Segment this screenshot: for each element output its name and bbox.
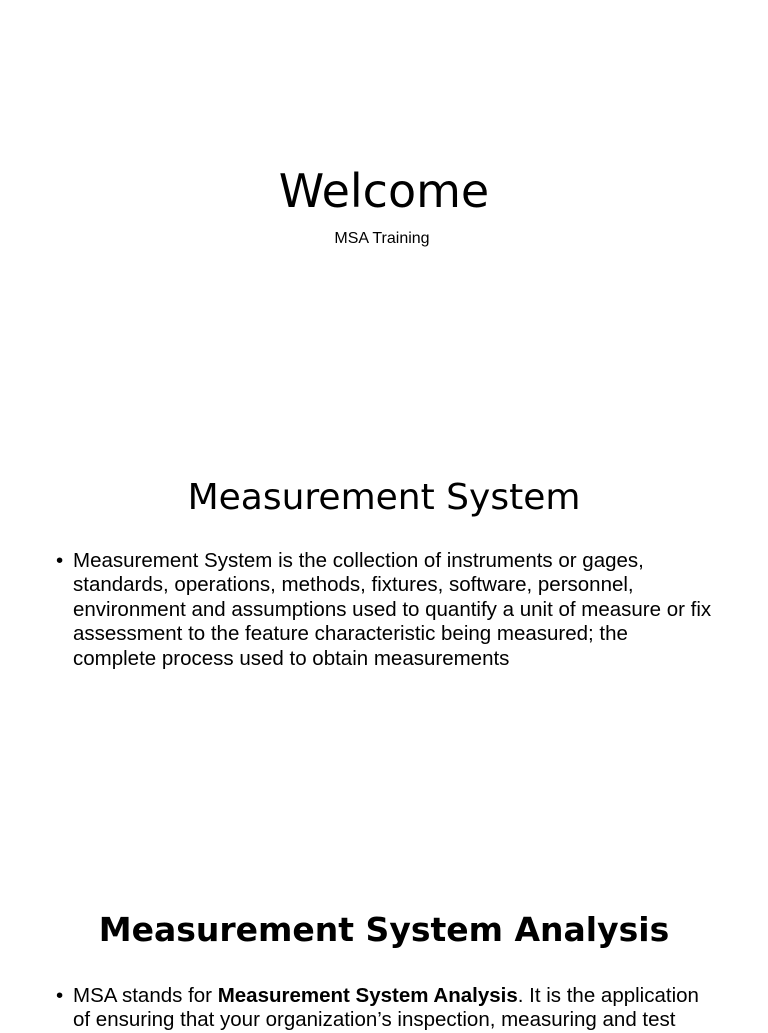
slide-measurement-system-analysis — [0, 864, 768, 1032]
bullet-icon: • — [56, 549, 64, 572]
slide-title: Measurement System Analysis — [98, 910, 670, 949]
bullet-list — [56, 984, 716, 1033]
bullet-icon: • — [56, 984, 64, 1007]
slide-title: Welcome — [278, 164, 490, 218]
bullet-item — [56, 984, 716, 1033]
bullet-text: Measurement System is the collection of instruments or gages, standards, operations, methods, fixtures, software, personnel, environment and assumptions used to quantify a unit of measure or fix assessment to the feature characteristic being measured; the complete process used to obtain measurements — [73, 549, 712, 670]
bullet-text-suffix: . It is the application of ensuring that your organization’s inspection, measuring and test — [73, 984, 699, 1032]
bullet-item — [56, 549, 716, 671]
bullet-list — [56, 549, 716, 671]
slide-subtitle: MSA Training — [334, 230, 430, 247]
slide-measurement-system — [0, 432, 768, 864]
slide-title: Measurement System — [187, 477, 581, 518]
bullet-text-bold: Measurement System Analysis — [217, 984, 518, 1007]
slide-welcome — [0, 0, 768, 288]
bullet-text-prefix: MSA stands for — [73, 984, 218, 1007]
